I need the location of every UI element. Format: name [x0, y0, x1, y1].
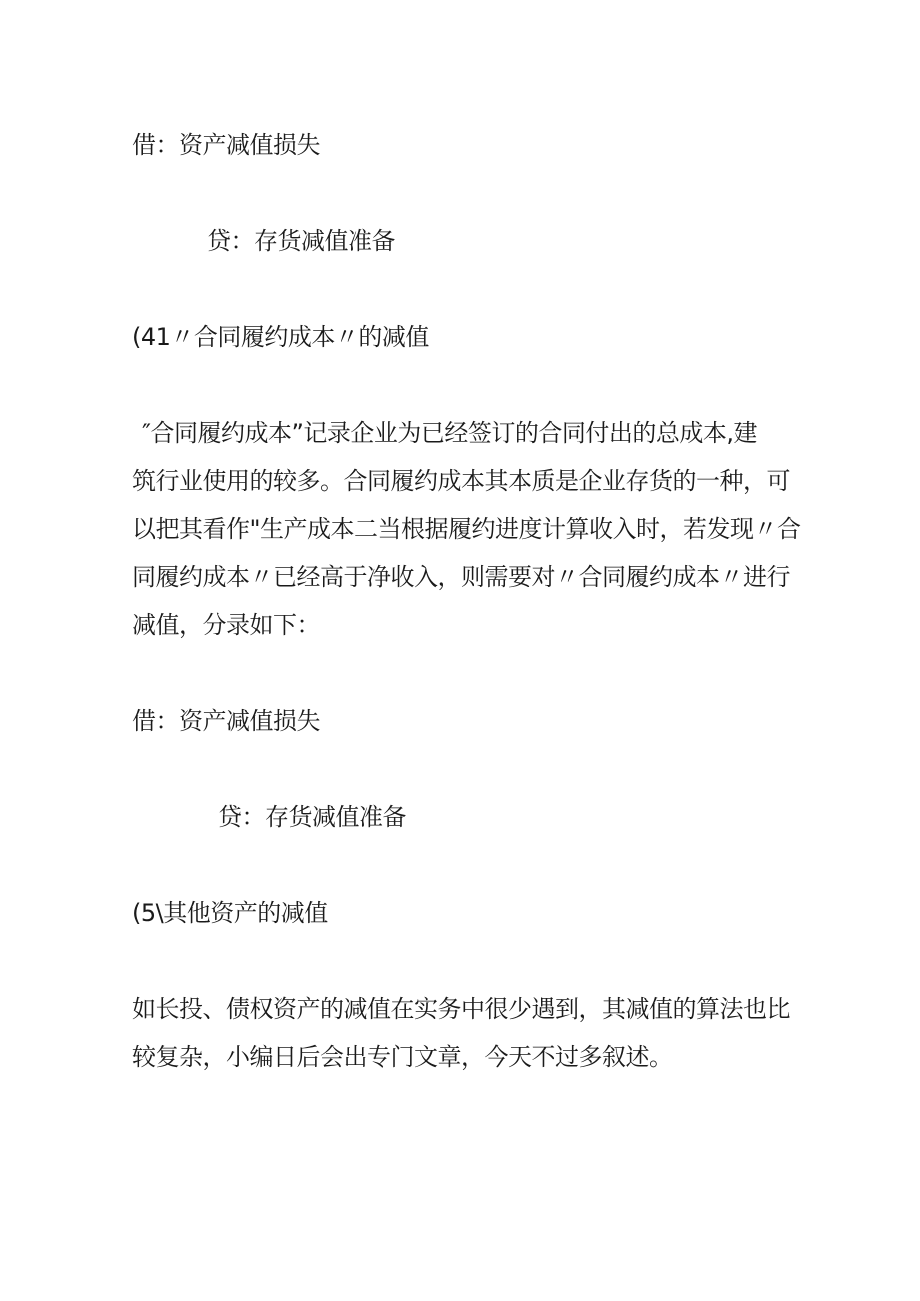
journal-debit-line: 借：资产减值损失	[132, 131, 320, 159]
paragraph-line: 减值，分录如下：	[132, 611, 320, 639]
paragraph-line: 同履约成本〃已经高于净收入，则需要对〃合同履约成本〃进行	[132, 563, 790, 591]
paragraph-line: 筑行业使用的较多。合同履约成本其本质是企业存货的一种，可	[132, 467, 790, 495]
journal-credit-line: 贷：存货减值准备	[207, 227, 395, 255]
contract-cost-paragraph	[132, 409, 801, 649]
journal-debit-line: 借：资产减值损失	[132, 707, 320, 735]
paragraph-line: 较复杂，小编日后会出专门文章，今天不过多叙述。	[132, 1043, 673, 1071]
paragraph-line: 以把其看作"生产成本二当根据履约进度计算收入时，若发现〃合	[132, 515, 801, 543]
paragraph-line: ″合同履约成本”记录企业为已经签订的合同付出的总成本,建	[142, 419, 758, 447]
journal-credit-line: 贷：存货减值准备	[218, 803, 406, 831]
paragraph-line: 如长投、债权资产的减值在实务中很少遇到，其减值的算法也比	[132, 995, 790, 1023]
section-heading: (41〃合同履约成本〃的减值	[132, 323, 429, 351]
other-assets-paragraph	[132, 985, 792, 1081]
section-heading: (5\其他资产的减值	[132, 899, 328, 927]
